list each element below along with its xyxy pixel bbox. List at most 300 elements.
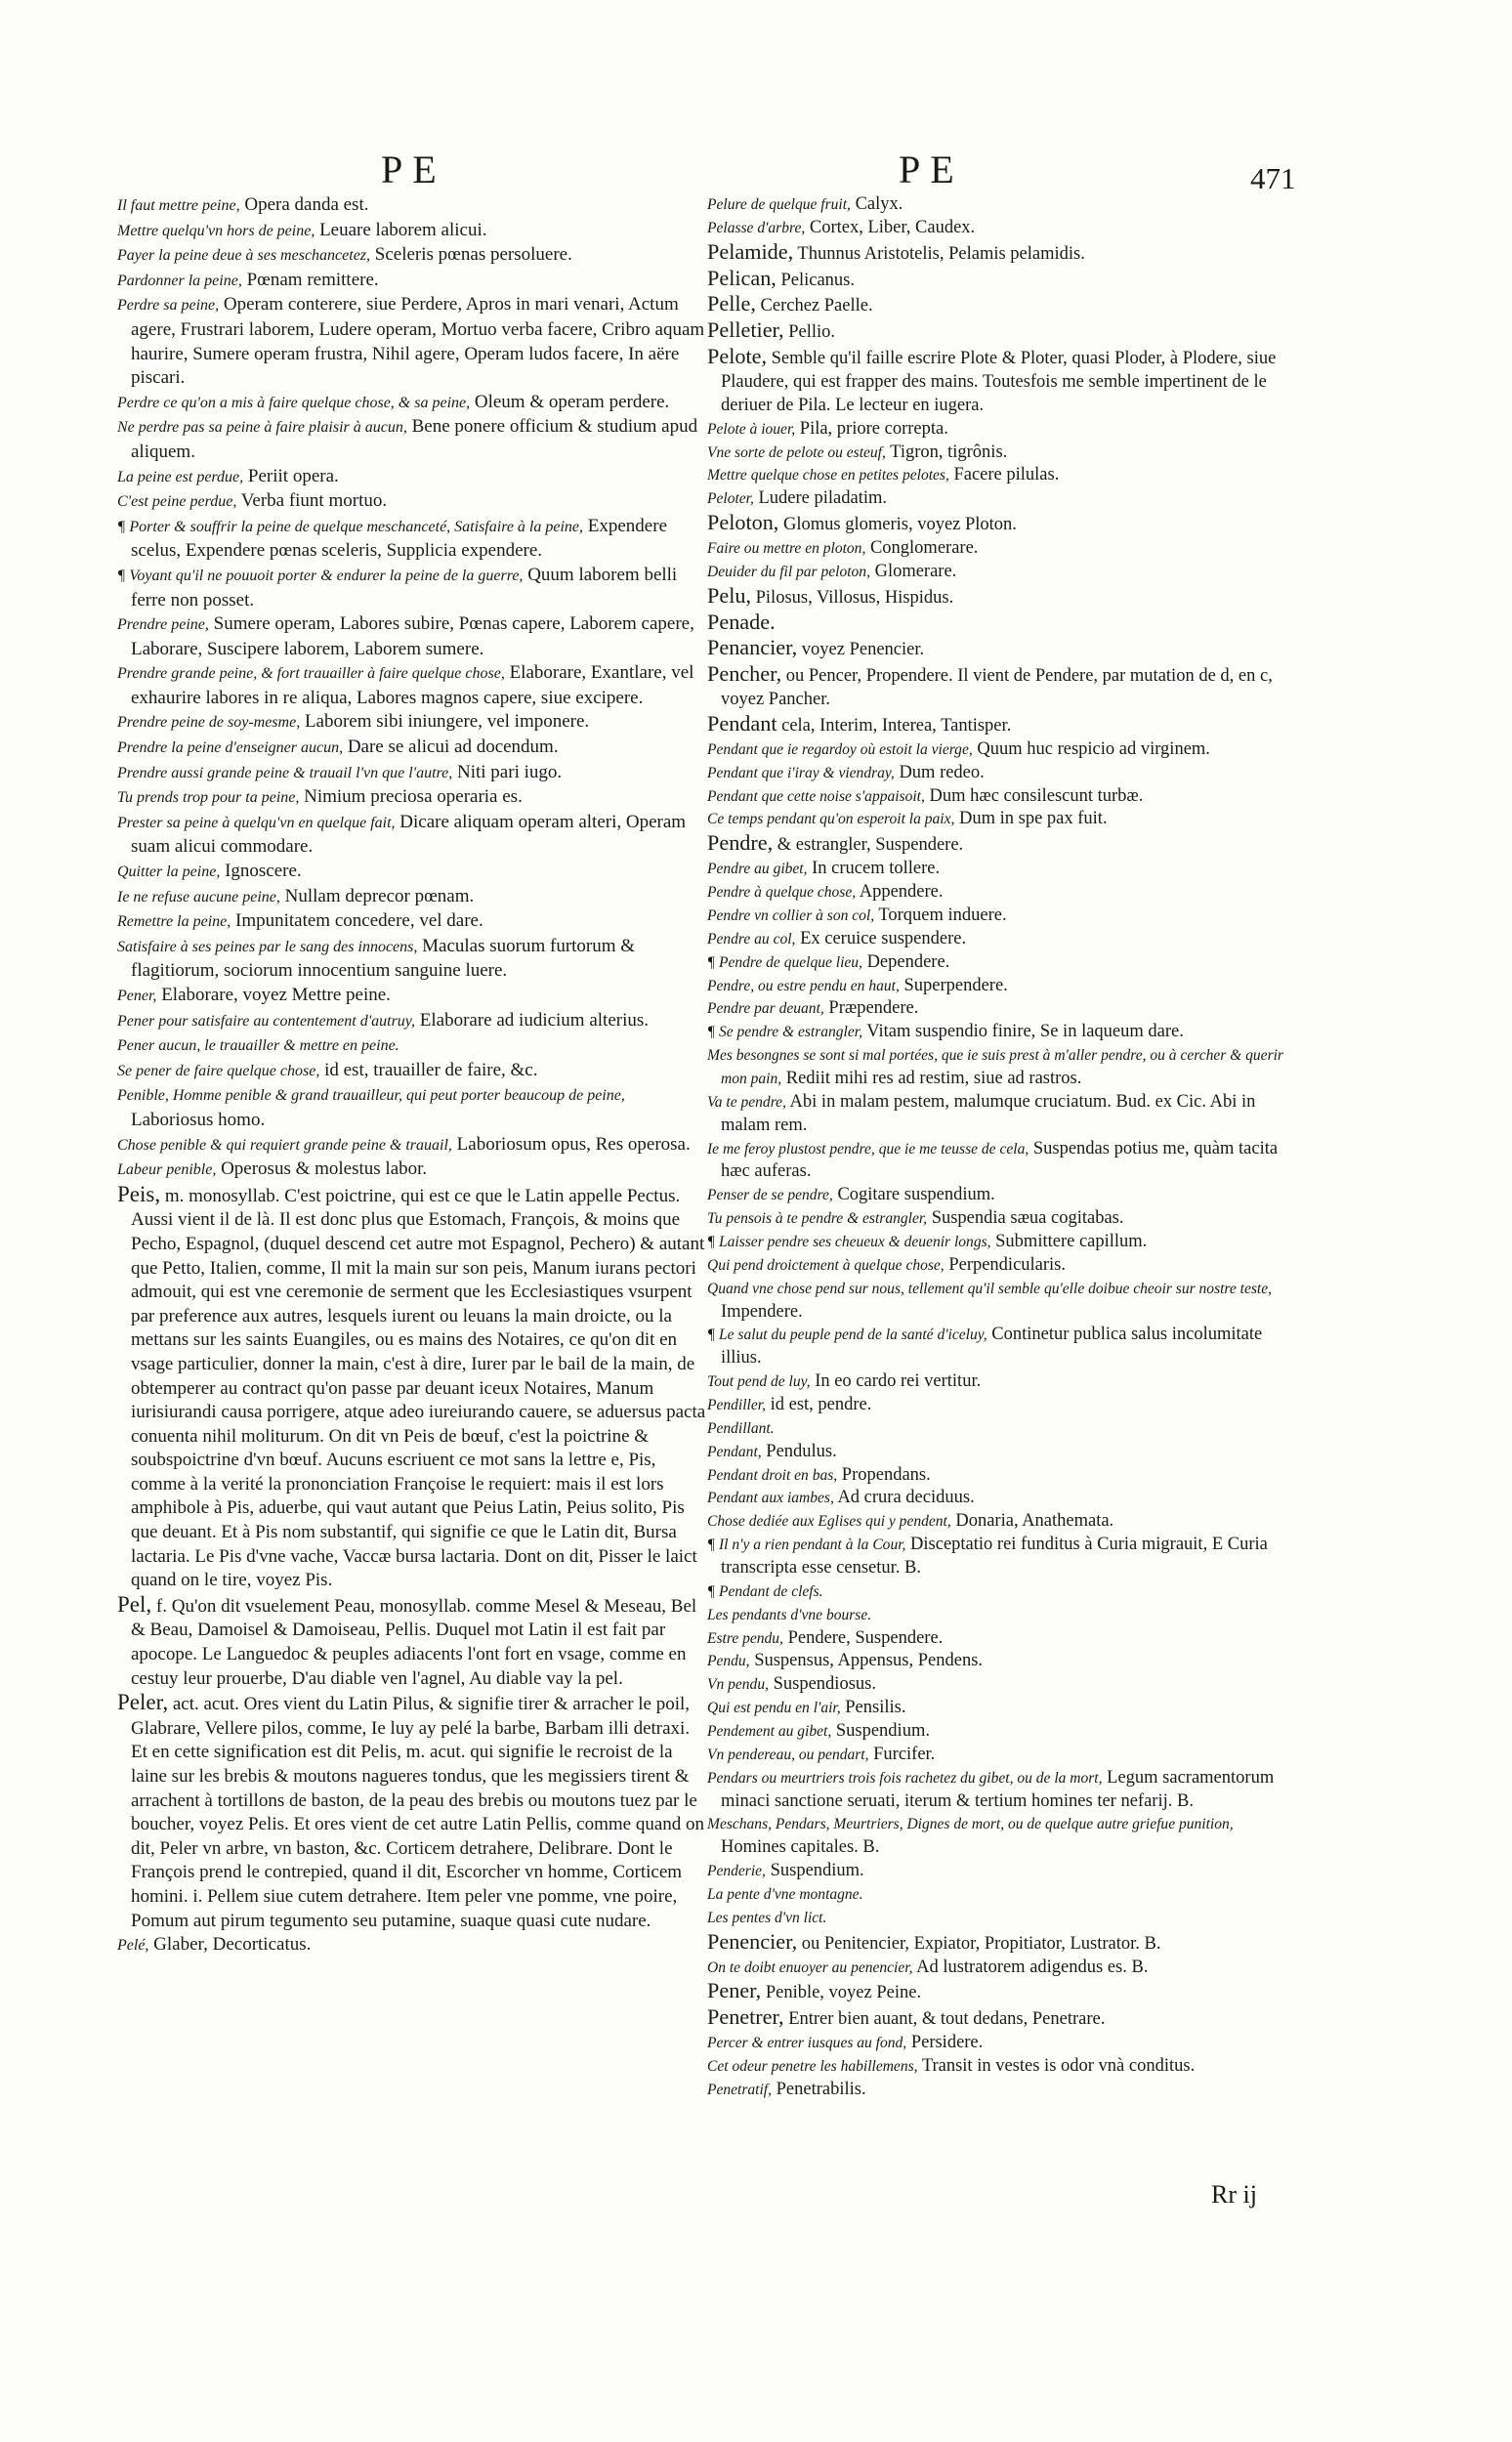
entry-latin-gloss: Ludere piladatim. (753, 488, 888, 509)
dictionary-entry (117, 909, 709, 935)
entry-french-phrase: Remettre la peine, (117, 913, 231, 931)
entry-latin-gloss: Sceleris pœnas persoluere. (370, 244, 572, 266)
dictionary-entry (117, 243, 709, 269)
entry-latin-gloss: Ad crura deciduus. (833, 1488, 975, 1508)
dictionary-entry (707, 292, 1299, 318)
entry-latin-gloss: Penible, voyez Peine. (761, 1983, 922, 2003)
entry-french-phrase: Ce temps pendant qu'on esperoit la paix, (707, 811, 955, 828)
entry-latin-gloss: Ad lustratorem adigendus es. B. (912, 1957, 1149, 1977)
entry-latin-gloss: Laborem sibi iniungere, vel imponere. (300, 711, 590, 733)
entry-french-phrase: Percer & entrer iusques au fond, (707, 2035, 907, 2052)
entry-latin-gloss: Niti pari iugo. (452, 761, 563, 782)
entry-latin-gloss: & estrangler, Suspendere. (773, 835, 964, 856)
entry-french-phrase: Satisfaire à ses peines par le sang des innocens, (117, 938, 418, 955)
entry-latin-gloss: Glaber, Decorticatus. (148, 1934, 312, 1956)
dictionary-entry (707, 561, 1299, 584)
entry-headword: Penade. (707, 609, 776, 634)
entry-headword: Pener, (707, 1978, 762, 2003)
entry-french-phrase: Quand vne chose pend sur nous, tellement qu'il semble qu'elle doibue cheoir sur nostre teste, (707, 1280, 1273, 1297)
dictionary-entry (707, 928, 1299, 951)
entry-headword: Pendre, (707, 830, 774, 856)
entry-french-phrase: Ie ne refuse aucune peine, (117, 888, 280, 905)
entry-french-phrase: Vne sorte de pelote ou esteuf, (707, 443, 886, 461)
dictionary-entry (707, 1231, 1299, 1254)
dictionary-entry (707, 1767, 1299, 1814)
entry-latin-gloss: Quum huc respicio ad virginem. (972, 738, 1210, 759)
dictionary-entry (707, 662, 1299, 712)
entry-french-phrase: Pendre au gibet, (707, 861, 808, 878)
dictionary-entry (707, 345, 1299, 418)
entry-french-phrase: Pendillant. (707, 1419, 775, 1437)
dictionary-entry (117, 885, 709, 910)
entry-french-phrase: Pendant aux iambes, (707, 1490, 834, 1507)
entry-latin-gloss: id est, trauailler de faire, &c. (319, 1059, 538, 1080)
entry-french-phrase: Pener, (117, 988, 157, 1004)
dictionary-entry (707, 1907, 1299, 1930)
entry-latin-gloss: act. acut. Ores vient du Latin Pilus, & signifie tirer & arracher le poil, Glabrare, Vellere pilos, comme, Ie luy ay pelé la barbe, Barbam illi detraxi. Et en cette signification est dit Pelis, m. acut. qui signifie le recroist de la laine sur les brebis & moutons nagueres tondus, que les megissiers tirent & arrachent à tortillons de baston, de la peau des brebis ou moutons tuez par le boucher, voyez Pelis. Et ores vient de cet autre Latin Pellis, comme quand on dit, Peler vn arbre, vn baston, &c. Corticem detrahere, Delibrare. Dont le François prend le contrepied, quand il dit, Escorcher vn homme, Corticem homini. i. Pellem siue cutem detrahere. Item peler vne pomme, vne poire, Pomum aut pirum tegumento seu putamine, suaque quasi cute nudare. (131, 1694, 705, 1931)
entry-french-phrase: Pendre, ou estre pendu en haut, (707, 977, 900, 994)
entry-latin-gloss: Dum in spe pax fuit. (954, 809, 1108, 829)
dictionary-entry (707, 1883, 1299, 1907)
entry-french-phrase: Pener aucun, le trauailler & mettre en peine. (117, 1037, 399, 1055)
entry-french-phrase: Labeur penible, (117, 1161, 217, 1179)
dictionary-entry (707, 2032, 1299, 2055)
dictionary-entry (117, 515, 709, 564)
entry-headword: Peloton, (707, 510, 779, 535)
dictionary-entry (707, 785, 1299, 809)
entry-french-phrase: Les pendants d'vne bourse. (707, 1606, 872, 1623)
entry-headword: Pelamide, (707, 238, 794, 264)
entry-latin-gloss: Pelicanus. (776, 270, 856, 290)
dictionary-entry (117, 736, 709, 761)
entry-latin-gloss: Transit in vestes is odor vnà conditus. (917, 2056, 1196, 2077)
entry-latin-gloss: Bene ponere officium & studium apud aliquem. (131, 416, 698, 462)
dictionary-entry (117, 391, 709, 416)
dictionary-entry (707, 1744, 1299, 1767)
entry-latin-gloss: Oleum & operam perdere. (470, 391, 670, 412)
entry-french-phrase: Prendre aussi grande peine & trauail l'vn que l'autre, (117, 764, 453, 781)
entry-french-phrase: Prester sa peine à quelqu'vn en quelque fait, (117, 814, 396, 831)
entry-french-phrase: ¶ Pendant de clefs. (707, 1582, 823, 1600)
entry-latin-gloss: Leuare laborem alicui. (315, 219, 487, 240)
entry-headword: Penencier, (707, 1928, 798, 1954)
dictionary-entry (117, 710, 709, 736)
entry-latin-gloss: Glomerare. (869, 561, 957, 581)
dictionary-entry (707, 464, 1299, 487)
entry-latin-gloss: In crucem tollere. (807, 859, 941, 879)
entry-latin-gloss: f. Qu'on dit vsuelement Peau, monosyllab. comme Mesel & Meseau, Bel & Beau, Damoisel & Damoiseau, Pellis. Duquel mot Latin il est fait par apocope. Le Languedoc & peuples adiacents l'ont fort en vsage, comme en cestuy leur prouerbe, D'au diable ven l'agnel, Au diable vay la pel. (131, 1595, 697, 1689)
entry-french-phrase: La peine est perdue, (117, 468, 244, 485)
entry-french-phrase: Pendre à quelque chose, (707, 884, 857, 902)
dictionary-entry (707, 636, 1299, 662)
entry-french-phrase: Pendu, (707, 1653, 750, 1670)
dictionary-entry (707, 1464, 1299, 1488)
dictionary-entry (117, 761, 709, 786)
entry-latin-gloss: Pendere, Suspendere. (782, 1627, 944, 1648)
entry-latin-gloss: In eo cardo rei vertitur. (810, 1371, 982, 1392)
dictionary-entry (117, 1933, 709, 1958)
entry-latin-gloss: Elaborare ad iudicium alterius. (415, 1009, 650, 1031)
entry-latin-gloss: Pendulus. (761, 1441, 837, 1461)
entry-latin-gloss: Rediit mihi res ad restim, siue ad rastros. (781, 1068, 1082, 1088)
dictionary-entry (707, 1930, 1299, 1957)
entry-french-phrase: Chose penible & qui requiert grande peine & trauail, (117, 1136, 452, 1154)
dictionary-entry (707, 905, 1299, 928)
entry-french-phrase: ¶ Le salut du peuple pend de la santé d'iceluy, (707, 1326, 987, 1344)
entry-french-phrase: ¶ Se pendre & estrangler, (707, 1024, 862, 1041)
entry-headword: Penancier, (707, 635, 798, 660)
dictionary-entry (117, 1009, 709, 1034)
entry-headword: Pelote, (707, 344, 768, 369)
dictionary-entry (117, 1133, 709, 1158)
entry-french-phrase: Qui est pendu en l'air, (707, 1700, 841, 1717)
entry-french-phrase: Pendre au col, (707, 930, 796, 947)
entry-french-phrase: Mettre quelqu'vn hors de peine, (117, 222, 315, 239)
entry-french-phrase: Perdre sa peine, (117, 297, 220, 315)
entry-french-phrase: Prendre la peine d'enseigner aucun, (117, 739, 344, 757)
entry-french-phrase: Pelé, (117, 1937, 149, 1955)
entry-french-phrase: Penetratif, (707, 2081, 772, 2098)
dictionary-entry (117, 415, 709, 464)
dictionary-entry (707, 1021, 1299, 1044)
right-column (707, 193, 1299, 2102)
dictionary-entry (117, 465, 709, 490)
dictionary-entry (707, 267, 1299, 293)
entry-latin-gloss: m. monosyllab. C'est poictrine, qui est ce que le Latin appelle Pectus. Aussi vient il de là. Il est donc plus que Estomach, François, & moins que Pecho, Espagnol, (duquel descend cet autre mot Espagnol, Pechero) & autant que Petto, Italien, comme, Il mit la main sur son peis, Manum iurans pectori admouit, qui est vne ceremonie de serment que les Ecclesiastiques vsurpent par preference aux autres, lesquels iurent ou leuans la main droicte, ou la mettans sur les saints Euangiles, ou es mains des Notaires, ce qu'on dit en vsage particulier, donner la main, c'est à dire, Iurer par le bail de la main, de obtemperer au contract qu'on passe par deuant iceux Notaires, Manum iurisiurandi causa porrigere, atque adeo iureiurando cauere, se aduersus pacta conuenta nihil moliturum. On dit vn Peis de bœuf, c'est la poictrine & soubspoictrine d'vn bœuf. Aucuns escriuent ce mot sans la lettre e, Pis, comme à la verité la prononciation Françoise le requiert: mais il est lors amphibole à Pis, aduerbe, qui vaut autant que Peius Latin, Peius solito, Pis que deuant. Et à Pis nom substantif, qui signifie ce que le Latin dit, Bursa lactaria. Le Pis d'vne vache, Vaccæ bursa lactaria. Dont on dit, Pisser le laict quand on le tire, voyez Pis. (131, 1185, 706, 1591)
entry-latin-gloss: Impendere. (721, 1301, 803, 1322)
entry-latin-gloss: Facere pilulas. (948, 465, 1060, 485)
entry-headword: Peler, (117, 1690, 169, 1715)
entry-headword: Pencher, (707, 661, 782, 687)
entry-latin-gloss: Pensilis. (840, 1698, 906, 1718)
entry-latin-gloss: Præpendere. (823, 998, 919, 1019)
entry-french-phrase: ¶ Voyant qu'il ne pouuoit porter & endurer la peine de la guerre, (117, 567, 524, 584)
entry-french-phrase: Se pener de faire quelque chose, (117, 1062, 320, 1079)
dictionary-entry (117, 935, 709, 984)
dictionary-entry (707, 442, 1299, 465)
entry-french-phrase: Prendre grande peine, & fort trauailler à faire quelque chose, (117, 665, 505, 683)
dictionary-entry (707, 1813, 1299, 1860)
entry-latin-gloss: Continetur publica salus incolumitate illius. (721, 1325, 1263, 1368)
dictionary-entry (117, 785, 709, 811)
entry-latin-gloss: Appendere. (856, 882, 944, 903)
dictionary-entry (117, 1059, 709, 1084)
entry-headword: Pelle, (707, 291, 756, 316)
entry-latin-gloss: Perpendicularis. (944, 1254, 1067, 1275)
entry-french-phrase: Penible, Homme penible & grand trauailleur, qui peut porter beaucoup de peine, (117, 1087, 625, 1105)
entry-headword: Pelican, (707, 265, 777, 290)
entry-latin-gloss: Superpendere. (899, 975, 1008, 995)
entry-french-phrase: Pendiller, (707, 1396, 766, 1413)
dictionary-entry (707, 1673, 1299, 1697)
entry-french-phrase: Mes besongnes se sont si mal portées, que ie suis prest à m'aller pendre, ou à cercher & querir mon pain, (707, 1047, 1283, 1087)
entry-latin-gloss: Dum hæc consilescunt turbæ. (924, 785, 1144, 806)
entry-latin-gloss: Cerchez Paelle. (755, 296, 873, 316)
dictionary-entry (117, 193, 709, 219)
entry-french-phrase: Penser de se pendre, (707, 1187, 833, 1204)
entry-latin-gloss: Ignoscere. (220, 861, 302, 882)
dictionary-entry (707, 1207, 1299, 1231)
dictionary-entry (707, 1979, 1299, 2005)
entry-latin-gloss: Suspendiosus. (768, 1674, 876, 1695)
entry-latin-gloss: Tigron, tigrônis. (885, 442, 1008, 462)
dictionary-entry (117, 219, 709, 244)
entry-latin-gloss: Conglomerare. (865, 538, 979, 559)
dictionary-entry (707, 1650, 1299, 1673)
dictionary-entry (707, 1417, 1299, 1441)
entry-latin-gloss: Dependere. (861, 951, 950, 972)
dictionary-entry (707, 1580, 1299, 1604)
right-running-head: PE (899, 147, 964, 191)
entry-french-phrase: Les pentes d'vn lict. (707, 1909, 827, 1926)
entry-french-phrase: Pener pour satisfaire au contentement d'autruy, (117, 1012, 416, 1030)
dictionary-entry (707, 1957, 1299, 1980)
dictionary-entry (707, 1534, 1299, 1580)
dictionary-entry (707, 217, 1299, 240)
entry-french-phrase: Prendre peine de soy-mesme, (117, 714, 301, 732)
dictionary-entry (707, 858, 1299, 881)
entry-latin-gloss: Opera danda est. (239, 194, 369, 215)
dictionary-entry (117, 1083, 709, 1132)
entry-latin-gloss: Verba fiunt mortuo. (236, 490, 388, 512)
entry-french-phrase: Vn pendu, (707, 1676, 769, 1694)
dictionary-entry (117, 269, 709, 294)
dictionary-entry (707, 1627, 1299, 1651)
dictionary-entry (707, 1720, 1299, 1744)
entry-french-phrase: Payer la peine deue à ses meschancetez, (117, 247, 371, 265)
entry-latin-gloss: Dum redeo. (894, 762, 985, 782)
entry-latin-gloss: Maculas suorum furtorum & flagitiorum, sociorum innocentium sanguine luere. (131, 935, 636, 982)
dictionary-entry (117, 489, 709, 515)
dictionary-entry (707, 1044, 1299, 1091)
entry-french-phrase: Quitter la peine, (117, 863, 221, 881)
entry-latin-gloss: Cortex, Liber, Caudex. (805, 217, 976, 237)
dictionary-entry (707, 1184, 1299, 1207)
entry-french-phrase: Peloter, (707, 490, 754, 508)
entry-headword: Pelu, (707, 582, 751, 608)
entry-latin-gloss: Operam conterere, siue Perdere, Apros in mari venari, Actum agere, Frustrari laborem, Ludere operam, Mortuo verba facere, Cribro aquam haurire, Sumere operam frustra, Nihil agere, Operam ludos facere, In aëre piscari. (131, 294, 705, 389)
entry-french-phrase: ¶ Il n'y a rien pendant à la Cour, (707, 1537, 906, 1554)
dictionary-entry (117, 1593, 709, 1691)
dictionary-entry (707, 1487, 1299, 1510)
entry-latin-gloss: ou Penitencier, Expiator, Propitiator, Lustrator. B. (797, 1933, 1161, 1954)
entry-latin-gloss: Semble qu'il faille escrire Plote & Ploter, quasi Ploder, à Plodere, siue Plaudere, qui est frapper des mains. Toutesfois me semble impertinent de le deriuer de Pila. Le lecteur en iugera. (721, 349, 1277, 415)
dictionary-entry (707, 881, 1299, 905)
entry-latin-gloss: Expendere scelus, Expendere pœnas sceleris, Supplicia expendere. (131, 515, 667, 562)
entry-french-phrase: Faire ou mettre en ploton, (707, 540, 866, 558)
entry-latin-gloss: Torquem induere. (874, 905, 1007, 925)
entry-french-phrase: Chose dediée aux Eglises qui y pendent, (707, 1513, 951, 1531)
entry-headword: Penetrer, (707, 2004, 784, 2030)
entry-french-phrase: Qui pend droictement à quelque chose, (707, 1256, 945, 1274)
dictionary-entry (707, 2079, 1299, 2102)
entry-latin-gloss: Furcifer. (868, 1744, 936, 1764)
entry-french-phrase: Va te pendre, (707, 1093, 786, 1111)
entry-latin-gloss: Impunitatem concedere, vel dare. (231, 910, 483, 932)
entry-latin-gloss: Glomus glomeris, voyez Ploton. (778, 515, 1017, 535)
entry-latin-gloss: Suspensus, Appensus, Pendens. (749, 1651, 984, 1671)
dictionary-entry (707, 831, 1299, 858)
entry-latin-gloss: Propendans. (837, 1464, 931, 1485)
dictionary-entry (117, 661, 709, 710)
entry-latin-gloss: Thunnus Aristotelis, Pelamis pelamidis. (793, 243, 1085, 264)
dictionary-entry (707, 951, 1299, 975)
entry-latin-gloss: Pœnam remittere. (241, 269, 379, 290)
entry-french-phrase: Pelure de quelque fruit, (707, 196, 851, 213)
entry-latin-gloss: Elaborare, Exantlare, vel exhaurire labores in re aliqua, Labores magnos capere, siue excipere. (131, 662, 694, 708)
entry-headword: Peis, (117, 1181, 161, 1206)
dictionary-entry (707, 1324, 1299, 1370)
entry-latin-gloss: Legum sacramentorum minaci sanctione seruati, iterum & tertium homines ter nefarij. B. (721, 1767, 1275, 1811)
entry-latin-gloss: ou Pencer, Propendere. Il vient de Pendere, par mutation de d, en c, voyez Pancher. (721, 666, 1273, 710)
entry-french-phrase: Estre pendu, (707, 1629, 783, 1647)
entry-french-phrase: Cet odeur penetre les habillemens, (707, 2058, 918, 2076)
dictionary-entry (707, 712, 1299, 738)
entry-french-phrase: Ne perdre pas sa peine à faire plaisir à aucun, (117, 419, 407, 437)
dictionary-entry (707, 610, 1299, 637)
entry-french-phrase: Perdre ce qu'on a mis à faire quelque chose, & sa peine, (117, 394, 471, 411)
left-running-head: PE (381, 147, 446, 191)
entry-latin-gloss: Suspendas potius me, quàm tacita hæc auferas. (721, 1138, 1279, 1182)
dictionary-entry (707, 1091, 1299, 1138)
entry-latin-gloss: Persidere. (906, 2033, 984, 2053)
entry-latin-gloss: voyez Penencier. (797, 640, 925, 660)
entry-latin-gloss: Laboriosum opus, Res operosa. (451, 1133, 691, 1155)
entry-latin-gloss: Laboriosus homo. (131, 1109, 266, 1130)
entry-latin-gloss: Periit opera. (243, 465, 339, 486)
dictionary-entry (707, 975, 1299, 998)
dictionary-entry (707, 318, 1299, 345)
entry-french-phrase: Ie me feroy plustost pendre, que ie me teusse de cela, (707, 1140, 1029, 1158)
entry-french-phrase: Pendement au gibet, (707, 1723, 832, 1740)
dictionary-entry (707, 738, 1299, 762)
entry-french-phrase: Prendre peine, (117, 616, 209, 634)
entry-latin-gloss: Pellio. (783, 322, 836, 343)
entry-latin-gloss: Pilosus, Villosus, Hispidus. (751, 587, 954, 608)
page-number: 471 (1250, 161, 1296, 195)
entry-french-phrase: ¶ Pendre de quelque lieu, (707, 953, 862, 971)
entry-french-phrase: Pendant que cette noise s'appaisoit, (707, 787, 925, 805)
dictionary-entry (707, 997, 1299, 1021)
dictionary-entry (707, 1394, 1299, 1417)
entry-latin-gloss: Submittere capillum. (990, 1231, 1148, 1251)
dictionary-entry (117, 1183, 709, 1593)
entry-french-phrase: La pente d'vne montagne. (707, 1886, 863, 1904)
entry-headword: Pel, (117, 1591, 152, 1617)
entry-french-phrase: Il faut mettre peine, (117, 197, 240, 214)
dictionary-entry (707, 2055, 1299, 2079)
entry-french-phrase: Pelote à iouer, (707, 420, 796, 438)
dictionary-entry (707, 1510, 1299, 1534)
dictionary-entry (707, 1604, 1299, 1627)
dictionary-entry (117, 984, 709, 1009)
signature-mark: Rr ij (1211, 2180, 1257, 2209)
dictionary-entry (117, 293, 709, 390)
entry-latin-gloss: Suspendium. (765, 1861, 864, 1881)
entry-latin-gloss: Entrer bien auant, & tout dedans, Penetrare. (783, 2009, 1106, 2030)
dictionary-entry (117, 1158, 709, 1183)
entry-french-phrase: C'est peine perdue, (117, 493, 237, 511)
entry-latin-gloss: Donaria, Anathemata. (950, 1511, 1114, 1532)
entry-french-phrase: Pendars ou meurtriers trois fois rachetez du gibet, ou de la mort, (707, 1769, 1103, 1787)
entry-french-phrase: Pendant, (707, 1443, 762, 1460)
dictionary-entry (707, 1697, 1299, 1720)
entry-french-phrase: On te doibt enuoyer au penencier, (707, 1958, 913, 1976)
dictionary-entry (707, 584, 1299, 610)
dictionary-entry (707, 2005, 1299, 2032)
entry-french-phrase: Tout pend de luy, (707, 1373, 811, 1391)
entry-french-phrase: Mettre quelque chose en petites pelotes, (707, 467, 949, 484)
entry-french-phrase: ¶ Porter & souffrir la peine de quelque meschanceté, Satisfaire à la peine, (117, 518, 584, 535)
left-column (117, 193, 709, 1958)
entry-french-phrase: Pendant droit en bas, (707, 1466, 838, 1484)
entry-latin-gloss: Nullam deprecor pœnam. (279, 885, 475, 906)
entry-latin-gloss: cela, Interim, Interea, Tantisper. (777, 716, 1012, 737)
entry-french-phrase: Pendre par deuant, (707, 1000, 824, 1018)
dictionary-entry (707, 240, 1299, 267)
entry-latin-gloss: Quum laborem belli ferre non posset. (131, 564, 678, 610)
dictionary-entry (707, 1138, 1299, 1185)
entry-french-phrase: Pardonner la peine, (117, 272, 242, 289)
entry-latin-gloss: Dare se alicui ad docendum. (343, 737, 559, 758)
dictionary-entry (707, 762, 1299, 785)
entry-latin-gloss: Calyx. (850, 194, 903, 214)
entry-headword: Pendant (707, 711, 777, 737)
dictionary-entry (707, 418, 1299, 442)
entry-french-phrase: Penderie, (707, 1863, 766, 1880)
dictionary-entry (707, 193, 1299, 217)
dictionary-entry (707, 1860, 1299, 1883)
dictionary-entry (117, 860, 709, 885)
dictionary-entry (117, 612, 709, 661)
entry-latin-gloss: Suspendium. (831, 1721, 930, 1741)
entry-french-phrase: ¶ Laisser pendre ses cheueux & deuenir longs, (707, 1233, 991, 1250)
dictionary-entry (707, 1370, 1299, 1394)
entry-latin-gloss: Suspendia sæua cogitabas. (927, 1208, 1124, 1229)
entry-french-phrase: Pendre vn collier à son col, (707, 906, 875, 924)
dictionary-entry (117, 1691, 709, 1933)
dictionary-entry (117, 564, 709, 612)
dictionary-entry (707, 487, 1299, 511)
entry-latin-gloss: Penetrabilis. (772, 2079, 866, 2099)
dictionary-entry (117, 811, 709, 860)
entry-french-phrase: Meschans, Pendars, Meurtriers, Dignes de mort, ou de quelque autre griefue punition, (707, 1816, 1234, 1833)
dictionary-entry (707, 1254, 1299, 1278)
dictionary-entry (707, 1278, 1299, 1325)
entry-latin-gloss: Operosus & molestus labor. (216, 1158, 428, 1180)
entry-french-phrase: Pendant que i'iray & viendray, (707, 764, 895, 781)
entry-latin-gloss: Dicare aliquam operam alteri, Operam suam alicui commodare. (131, 811, 687, 858)
entry-french-phrase: Pendant que ie regardoy où estoit la vierge, (707, 740, 973, 758)
dictionary-entry (707, 1441, 1299, 1464)
entry-french-phrase: Tu prends trop pour ta peine, (117, 789, 300, 807)
dictionary-entry (707, 808, 1299, 831)
entry-french-phrase: Tu pensois à te pendre & estrangler, (707, 1210, 928, 1228)
entry-latin-gloss: id est, pendre. (765, 1394, 872, 1414)
entry-french-phrase: Pelasse d'arbre, (707, 219, 806, 236)
entry-latin-gloss: Elaborare, voyez Mettre peine. (156, 985, 391, 1005)
entry-latin-gloss: Sumere operam, Labores subire, Pœnas capere, Laborem capere, Laborare, Suscipere laborem, Laborem sumere. (131, 613, 694, 659)
entry-headword: Pelletier, (707, 317, 784, 343)
entry-latin-gloss: Pila, priore correpta. (795, 418, 948, 439)
entry-latin-gloss: Nimium preciosa operaria es. (299, 786, 523, 808)
entry-french-phrase: Vn pendereau, ou pendart, (707, 1746, 869, 1763)
entry-latin-gloss: Homines capitales. B. (721, 1837, 880, 1858)
entry-latin-gloss: Abi in malam pestem, malumque cruciatum. Bud. ex Cic. Abi in malam rem. (721, 1091, 1256, 1135)
entry-latin-gloss: Cogitare suspendium. (832, 1185, 995, 1205)
entry-latin-gloss: Vitam suspendio finire, Se in laqueum dare. (861, 1022, 1184, 1042)
dictionary-entry (117, 1033, 709, 1059)
